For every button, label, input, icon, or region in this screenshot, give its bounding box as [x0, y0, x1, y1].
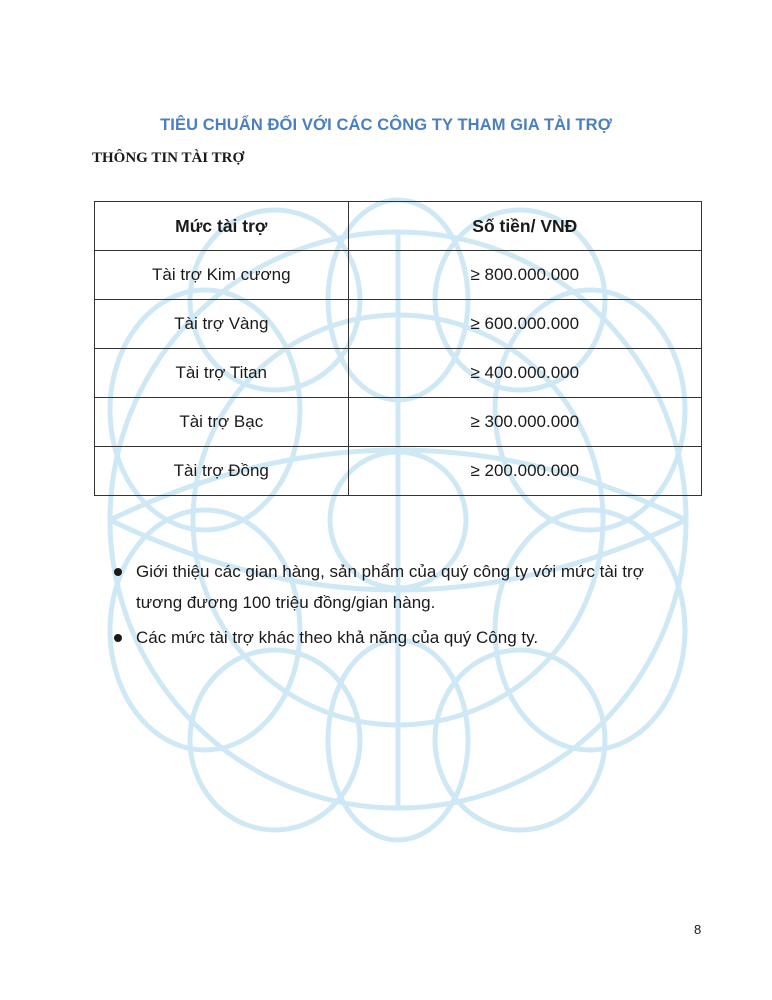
cell-level: Tài trợ Titan [95, 349, 349, 398]
cell-level: Tài trợ Đồng [95, 447, 349, 496]
cell-amount: ≥ 200.000.000 [348, 447, 701, 496]
header-level: Mức tài trợ [95, 202, 349, 251]
table-row [95, 349, 702, 398]
bullet-list [92, 556, 692, 657]
cell-amount: ≥ 400.000.000 [348, 349, 701, 398]
page-number: 8 [694, 922, 702, 937]
cell-level: Tài trợ Bạc [95, 398, 349, 447]
document-title: TIÊU CHUẨN ĐỐI VỚI CÁC CÔNG TY THAM GIA TÀI TRỢ [160, 116, 612, 134]
table-row [95, 251, 702, 300]
sponsorship-table [94, 201, 702, 496]
list-item: Các mức tài trợ khác theo khả năng của quý Công ty. [136, 622, 692, 653]
table-row [95, 398, 702, 447]
cell-level: Tài trợ Kim cương [95, 251, 349, 300]
table-row [95, 300, 702, 349]
list-item: Giới thiệu các gian hàng, sản phẩm của quý công ty với mức tài trợ tương đương 100 triệu đồng/gian hàng. [136, 556, 692, 618]
section-subtitle: THÔNG TIN TÀI TRỢ [92, 150, 245, 166]
cell-amount: ≥ 300.000.000 [348, 398, 701, 447]
cell-level: Tài trợ Vàng [95, 300, 349, 349]
table-row [95, 447, 702, 496]
cell-amount: ≥ 800.000.000 [348, 251, 701, 300]
cell-amount: ≥ 600.000.000 [348, 300, 701, 349]
header-amount: Số tiền/ VNĐ [348, 202, 701, 251]
table-header-row [95, 202, 702, 251]
